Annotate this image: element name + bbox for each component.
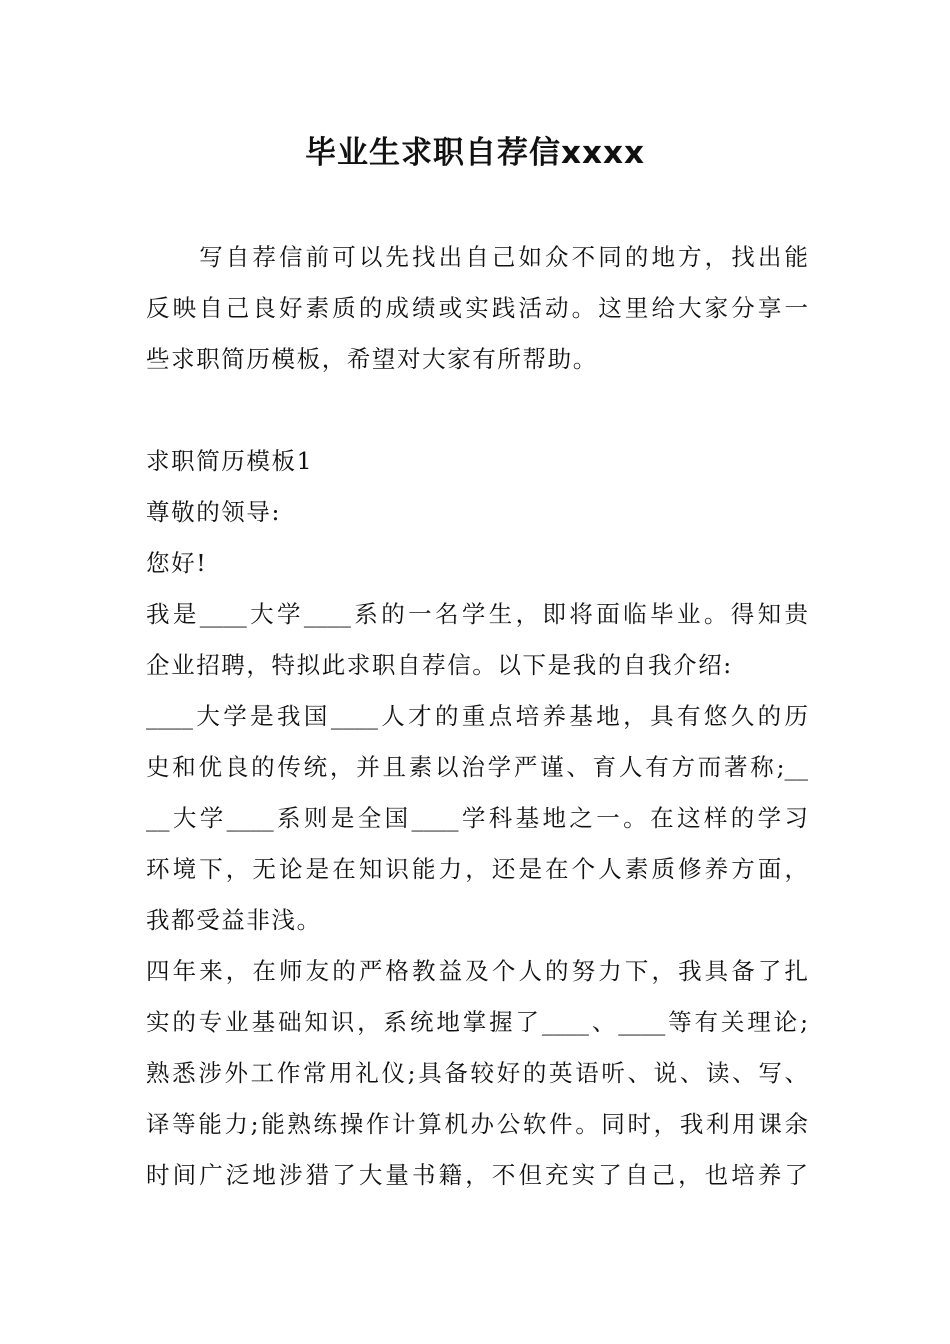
paragraph-gap	[146, 385, 808, 436]
body-line: 熟悉涉外工作常用礼仪;具备较好的英语听、说、读、写、	[146, 1059, 808, 1087]
intro-line: 反映自己良好素质的成绩或实践活动。这里给大家分享一	[146, 294, 808, 322]
body-line: 四年来，在师友的严格教益及个人的努力下，我具备了扎	[146, 957, 808, 985]
body-line: 我都受益非浅。	[146, 906, 322, 934]
body-line: 企业招聘，特拟此求职自荐信。以下是我的自我介绍:	[146, 651, 733, 679]
body-line: 环境下，无论是在知识能力，还是在个人素质修养方面，	[146, 855, 808, 883]
body-line: __大学____系则是全国____学科基地之一。在这样的学习	[146, 804, 808, 832]
greeting: 您好!	[146, 549, 208, 577]
section-heading: 求职简历模板1	[146, 447, 314, 475]
body-line: ____大学是我国____人才的重点培养基地，具有悠久的历	[146, 702, 808, 730]
document-title: 毕业生求职自荐信xxxx	[305, 135, 645, 171]
body-line: 时间广泛地涉猎了大量书籍，不但充实了自己，也培养了	[146, 1161, 808, 1189]
body-line: 我是____大学____系的一名学生，即将面临毕业。得知贵	[146, 600, 808, 628]
body-line: 史和优良的传统，并且素以治学严谨、育人有方而著称;__	[146, 753, 808, 781]
intro-line: 写自荐信前可以先找出自己如众不同的地方，找出能	[146, 243, 808, 271]
body-line: 译等能力;能熟练操作计算机办公软件。同时，我利用课余	[146, 1110, 808, 1138]
salutation: 尊敬的领导:	[146, 498, 282, 526]
body-line: 实的专业基础知识，系统地掌握了____、____等有关理论;	[146, 1008, 808, 1036]
document-body	[146, 232, 808, 1201]
intro-line: 些求职简历模板，希望对大家有所帮助。	[146, 345, 598, 373]
